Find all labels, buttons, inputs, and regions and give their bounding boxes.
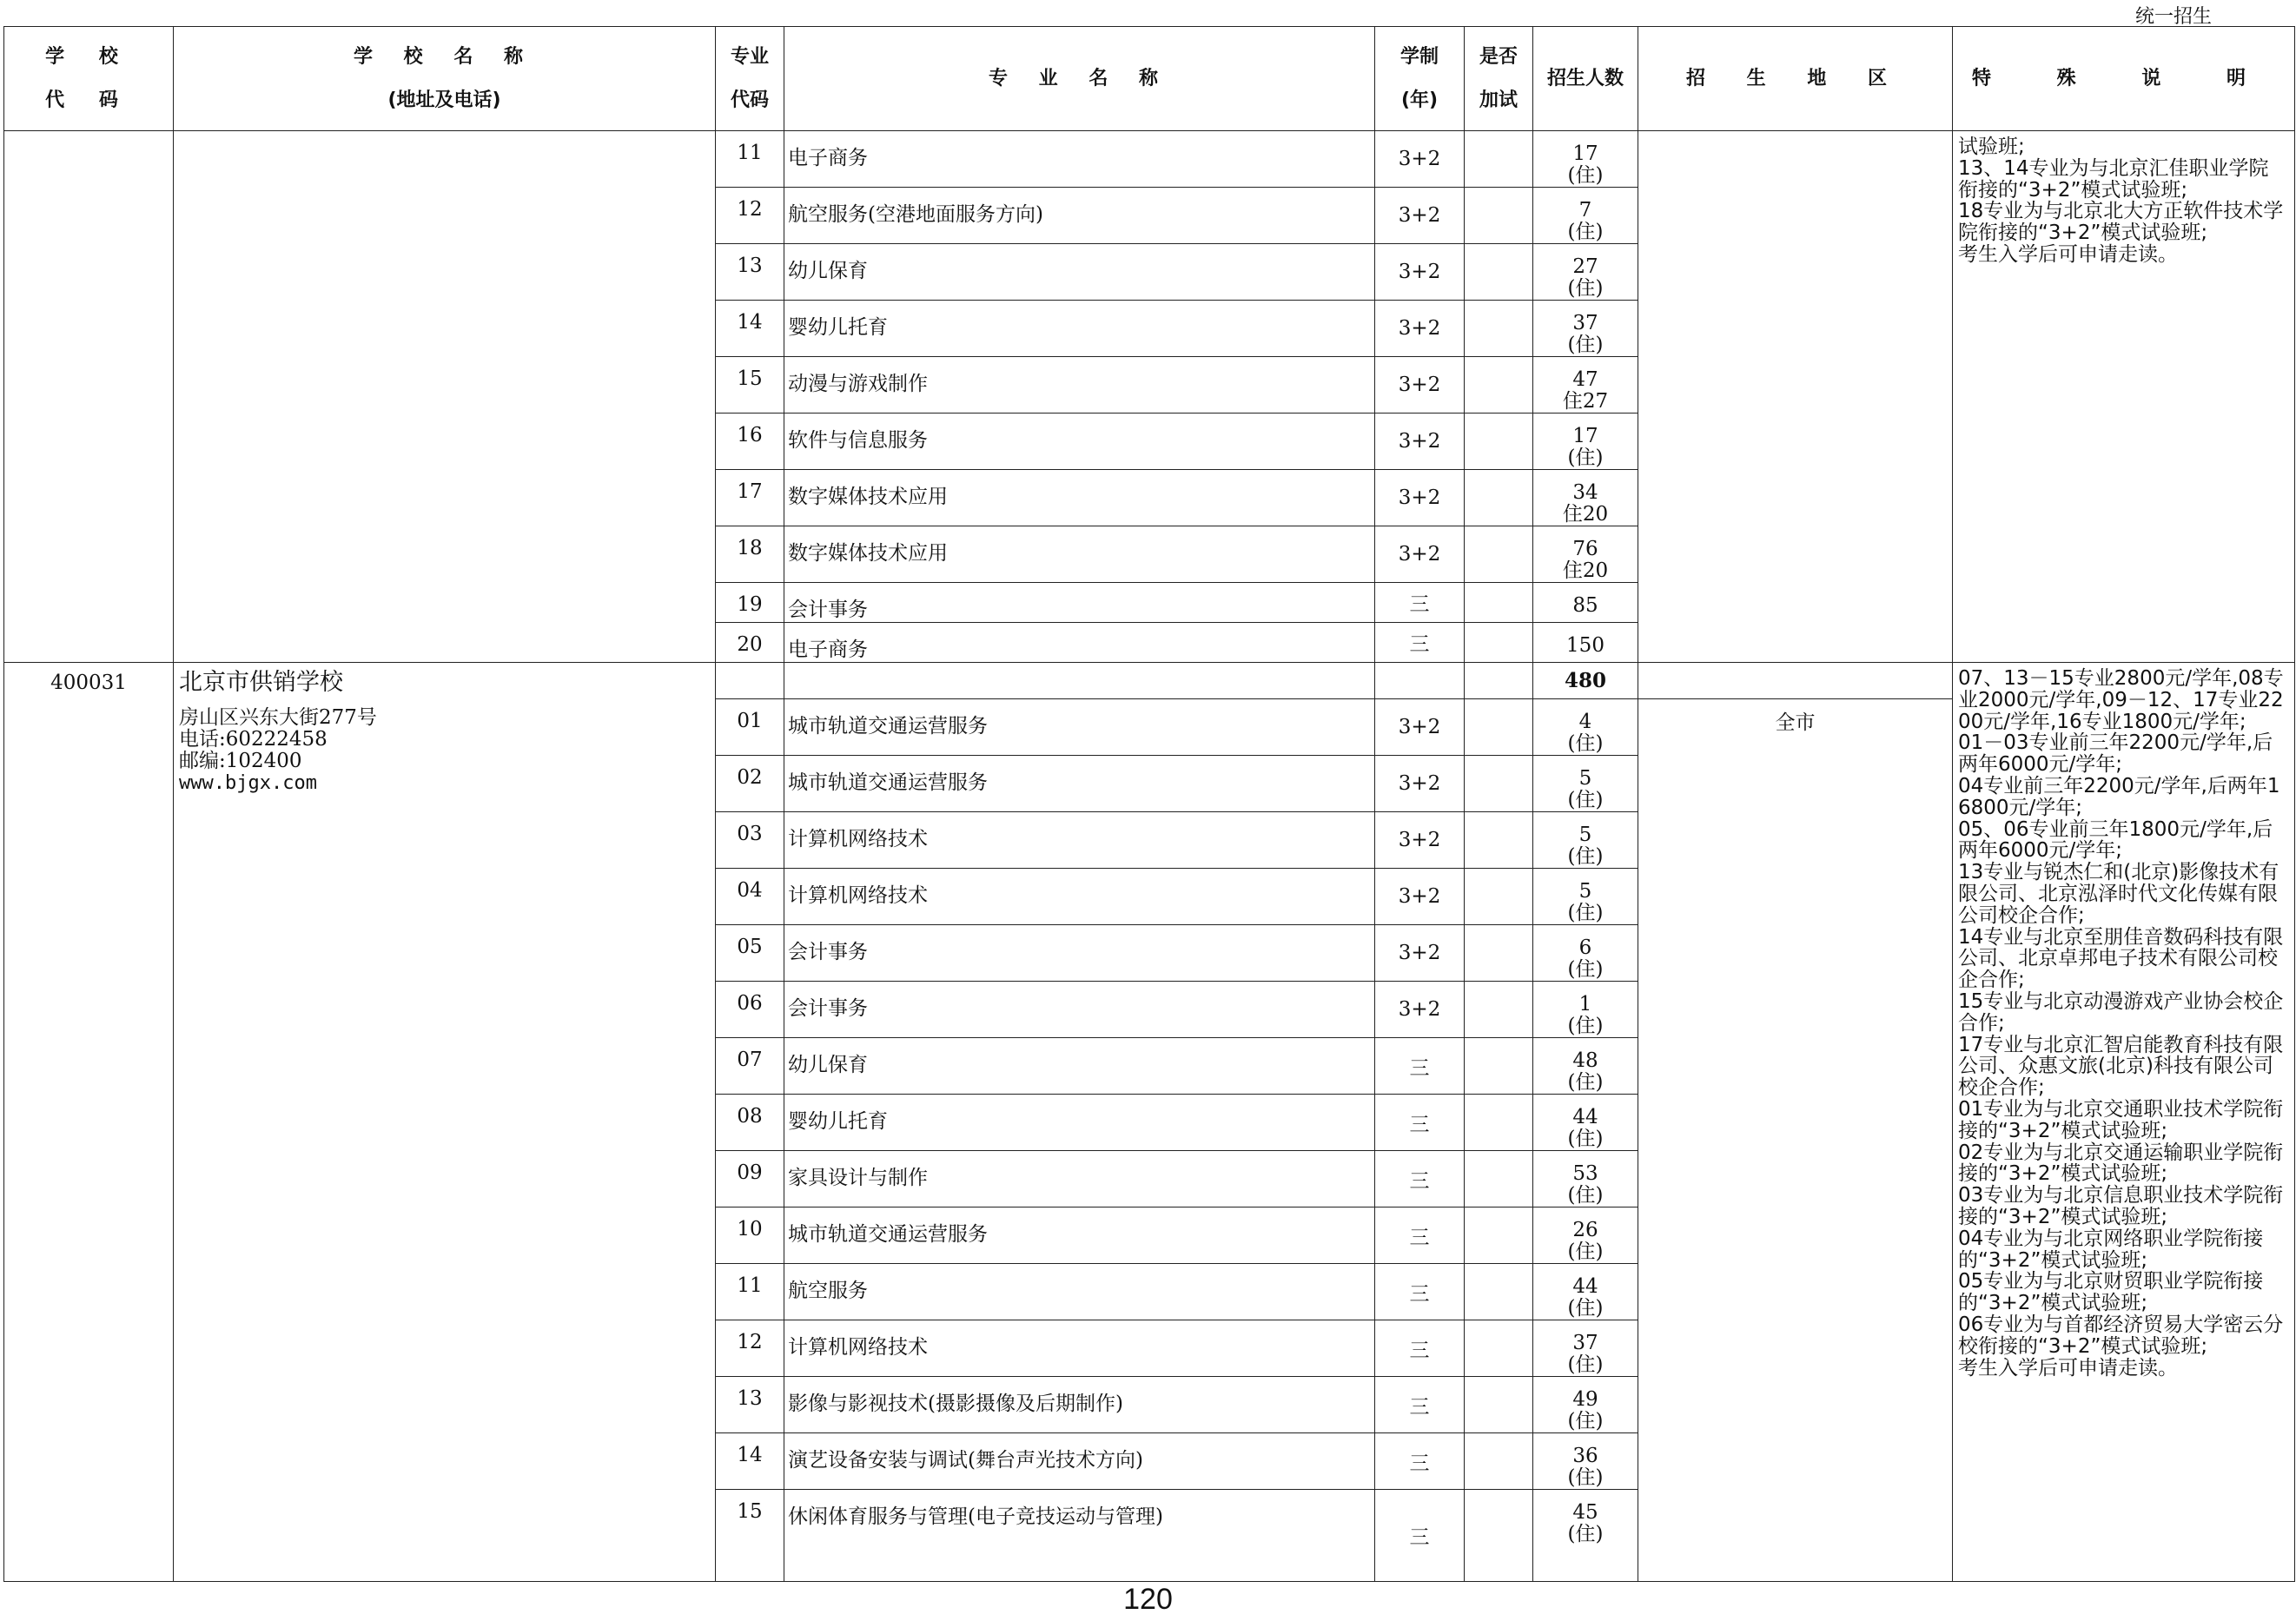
note-line: 试验班; — [1958, 136, 2025, 158]
major-code — [716, 663, 784, 699]
school-length: 三 — [1375, 1433, 1465, 1490]
note-line: 01专业为与北京交通职业技术学院衔接的“3+2”模式试验班; — [1958, 1097, 2284, 1142]
major-code: 05 — [716, 925, 784, 982]
notes-cell — [1953, 663, 2295, 1582]
major-name: 电子商务 — [784, 131, 1375, 188]
major-name: 计算机网络技术 — [784, 869, 1375, 925]
major-code: 16 — [716, 414, 784, 470]
extra-test — [1465, 812, 1533, 869]
school-length: 3+2 — [1375, 357, 1465, 414]
enroll-number: 4 — [1578, 711, 1592, 733]
extra-test — [1465, 925, 1533, 982]
school-length: 三 — [1375, 1490, 1465, 1582]
major-code: 14 — [716, 301, 784, 357]
major-code: 20 — [716, 623, 784, 663]
school-website: www.bjgx.com — [179, 772, 317, 794]
major-name: 演艺设备安装与调试(舞台声光技术方向) — [784, 1433, 1375, 1490]
enroll-number: 17 — [1572, 142, 1598, 165]
extra-test — [1465, 1151, 1533, 1207]
extra-test — [1465, 301, 1533, 357]
major-name: 幼儿保育 — [784, 1038, 1375, 1095]
enroll-number: 6 — [1578, 936, 1592, 959]
extra-test — [1465, 244, 1533, 301]
school-length: 3+2 — [1375, 244, 1465, 301]
enroll-number: 44 — [1572, 1275, 1598, 1298]
enroll-boarding: (住) — [1567, 1353, 1604, 1376]
enroll-number: 45 — [1572, 1501, 1598, 1524]
enroll-boarding: (住) — [1567, 1410, 1604, 1432]
note-line: 13专业与锐杰仁和(北京)影像技术有限公司、北京泓泽时代文化传媒有限公司校企合作; — [1958, 861, 2279, 927]
major-name: 城市轨道交通运营服务 — [784, 756, 1375, 812]
enroll-count — [1533, 244, 1638, 301]
table-row — [4, 131, 2295, 188]
school-length: 三 — [1375, 623, 1465, 663]
note-line: 05、06专业前三年1800元/学年,后两年6000元/学年; — [1958, 817, 2273, 863]
school-length: 三 — [1375, 1320, 1465, 1377]
extra-test — [1465, 583, 1533, 623]
enroll-boarding: (住) — [1567, 845, 1604, 868]
major-code: 15 — [716, 1490, 784, 1582]
enroll-count — [1533, 925, 1638, 982]
enroll-number: 17 — [1572, 425, 1598, 447]
major-name: 航空服务 — [784, 1264, 1375, 1320]
header-row — [4, 27, 2295, 131]
enroll-number: 76 — [1572, 538, 1598, 560]
major-code: 12 — [716, 1320, 784, 1377]
enroll-count — [1533, 1377, 1638, 1433]
note-line: 04专业前三年2200元/学年,后两年16800元/学年; — [1958, 774, 2280, 819]
school-length: 三 — [1375, 583, 1465, 623]
extra-test — [1465, 470, 1533, 526]
note-line: 考生入学后可申请走读。 — [1958, 242, 2178, 266]
major-code: 10 — [716, 1207, 784, 1264]
enroll-count — [1533, 357, 1638, 414]
enroll-number: 34 — [1572, 481, 1598, 504]
note-line: 13、14专业为与北京汇佳职业学院衔接的“3+2”模式试验班; — [1958, 156, 2269, 202]
major-name: 动漫与游戏制作 — [784, 357, 1375, 414]
note-line: 07、13－15专业2800元/学年,08专业2000元/学年,09－12、17专业2200元/学年,16专业1800元/学年; — [1958, 667, 2284, 733]
major-code: 12 — [716, 188, 784, 244]
enroll-boarding: (住) — [1567, 1015, 1604, 1037]
extra-test — [1465, 623, 1533, 663]
major-name: 会计事务 — [784, 925, 1375, 982]
major-name: 会计事务 — [784, 982, 1375, 1038]
school-length: 三 — [1375, 1038, 1465, 1095]
extra-test — [1465, 1264, 1533, 1320]
enroll-count — [1533, 982, 1638, 1038]
major-code: 19 — [716, 583, 784, 623]
header-region: 招 生 地 区 — [1638, 27, 1953, 131]
enroll-boarding: (住) — [1567, 789, 1604, 811]
major-name: 休闲体育服务与管理(电子竞技运动与管理) — [784, 1490, 1375, 1582]
region-cell — [1638, 131, 1953, 663]
enroll-count — [1533, 470, 1638, 526]
school-length: 3+2 — [1375, 131, 1465, 188]
school-length: 3+2 — [1375, 188, 1465, 244]
enroll-count — [1533, 1490, 1638, 1582]
school-length: 3+2 — [1375, 925, 1465, 982]
enroll-count — [1533, 1320, 1638, 1377]
major-name: 幼儿保育 — [784, 244, 1375, 301]
major-name: 电子商务 — [784, 623, 1375, 663]
extra-test — [1465, 869, 1533, 925]
extra-test — [1465, 1207, 1533, 1264]
note-line: 考生入学后可申请走读。 — [1958, 1356, 2178, 1380]
header-notes: 特 殊 说 明 — [1953, 27, 2295, 131]
enroll-number: 85 — [1572, 594, 1598, 617]
enroll-number: 27 — [1572, 255, 1598, 278]
enroll-count — [1533, 1038, 1638, 1095]
extra-test — [1465, 1095, 1533, 1151]
school-length: 三 — [1375, 1207, 1465, 1264]
school-length: 3+2 — [1375, 812, 1465, 869]
enroll-boarding: (住) — [1567, 1184, 1604, 1207]
major-code: 03 — [716, 812, 784, 869]
school-length — [1375, 663, 1465, 699]
school-length: 3+2 — [1375, 756, 1465, 812]
enroll-boarding: (住) — [1567, 164, 1604, 187]
note-line: 03专业为与北京信息职业技术学院衔接的“3+2”模式试验班; — [1958, 1184, 2284, 1228]
school-length: 3+2 — [1375, 414, 1465, 470]
major-code: 11 — [716, 131, 784, 188]
school-info — [174, 663, 716, 1582]
note-line: 04专业为与北京网络职业学院衔接的“3+2”模式试验班; — [1958, 1227, 2264, 1272]
region-top-cell — [1638, 663, 1953, 699]
extra-test — [1465, 1433, 1533, 1490]
enroll-count — [1533, 301, 1638, 357]
enrollment-table — [3, 26, 2295, 1582]
note-line: 06专业为与首都经济贸易大学密云分校衔接的“3+2”模式试验班; — [1958, 1313, 2284, 1358]
school-length: 三 — [1375, 1095, 1465, 1151]
enroll-boarding: (住) — [1567, 958, 1604, 981]
major-code: 02 — [716, 756, 784, 812]
note-line: 05专业为与北京财贸职业学院衔接的“3+2”模式试验班; — [1958, 1270, 2264, 1315]
major-code: 13 — [716, 244, 784, 301]
note-line: 17专业与北京汇智启能教育科技有限公司、众惠文旅(北京)科技有限公司校企合作; — [1958, 1033, 2284, 1100]
enroll-boarding: (住) — [1567, 1071, 1604, 1094]
enroll-number: 5 — [1578, 880, 1592, 903]
school-length: 3+2 — [1375, 526, 1465, 583]
enroll-boarding: (住) — [1567, 334, 1604, 356]
extra-test — [1465, 699, 1533, 756]
major-name: 婴幼儿托育 — [784, 301, 1375, 357]
school-code: 400031 — [4, 663, 174, 1582]
major-code: 01 — [716, 699, 784, 756]
enroll-number: 53 — [1572, 1162, 1598, 1185]
enroll-boarding: (住) — [1567, 221, 1604, 243]
major-code: 08 — [716, 1095, 784, 1151]
enroll-total: 480 — [1533, 663, 1638, 699]
school-length: 三 — [1375, 1151, 1465, 1207]
enroll-count — [1533, 623, 1638, 663]
school-name: 北京市供销学校 — [179, 669, 343, 696]
note-line: 15专业与北京动漫游戏产业协会校企合作; — [1958, 989, 2284, 1035]
enroll-number: 37 — [1572, 1332, 1598, 1354]
major-name: 计算机网络技术 — [784, 1320, 1375, 1377]
extra-test — [1465, 982, 1533, 1038]
enroll-boarding: 住20 — [1562, 503, 1609, 526]
major-name: 数字媒体技术应用 — [784, 526, 1375, 583]
note-line: 01－03专业前三年2200元/学年,后两年6000元/学年; — [1958, 731, 2273, 777]
major-name: 会计事务 — [784, 583, 1375, 623]
enroll-boarding: (住) — [1567, 1241, 1604, 1263]
enroll-count — [1533, 188, 1638, 244]
enroll-boarding: (住) — [1567, 902, 1604, 924]
enroll-number: 47 — [1572, 368, 1598, 391]
school-phone: 电话:60222458 — [179, 728, 328, 751]
major-name: 计算机网络技术 — [784, 812, 1375, 869]
enroll-count — [1533, 756, 1638, 812]
extra-test — [1465, 1490, 1533, 1582]
enroll-count — [1533, 1264, 1638, 1320]
enroll-count — [1533, 812, 1638, 869]
header-extra-test: 是否 加试 — [1465, 27, 1533, 131]
enroll-count — [1533, 583, 1638, 623]
school-length: 3+2 — [1375, 982, 1465, 1038]
major-name: 航空服务(空港地面服务方向) — [784, 188, 1375, 244]
enroll-number: 7 — [1578, 199, 1592, 222]
enroll-number: 150 — [1566, 634, 1605, 657]
note-line: 14专业与北京至朋佳音数码科技有限公司、北京卓邦电子技术有限公司校企合作; — [1958, 925, 2284, 992]
enroll-boarding: (住) — [1567, 1523, 1604, 1545]
major-code: 11 — [716, 1264, 784, 1320]
major-name — [784, 663, 1375, 699]
page-number: 120 — [1123, 1583, 1173, 1616]
header-school-code: 学 校 代 码 — [4, 27, 174, 131]
school-length: 3+2 — [1375, 301, 1465, 357]
notes-cell — [1953, 131, 2295, 663]
enroll-count — [1533, 526, 1638, 583]
enroll-number: 49 — [1572, 1388, 1598, 1411]
major-name: 婴幼儿托育 — [784, 1095, 1375, 1151]
extra-test — [1465, 414, 1533, 470]
major-name: 软件与信息服务 — [784, 414, 1375, 470]
header-enroll: 招生人数 — [1533, 27, 1638, 131]
school-length: 3+2 — [1375, 470, 1465, 526]
school-total-row — [4, 663, 2295, 699]
enroll-boarding: (住) — [1567, 1466, 1604, 1489]
enroll-count — [1533, 414, 1638, 470]
enroll-count — [1533, 869, 1638, 925]
major-code: 04 — [716, 869, 784, 925]
note-line: 02专业为与北京交通运输职业学院衔接的“3+2”模式试验班; — [1958, 1141, 2284, 1186]
enroll-boarding: (住) — [1567, 1297, 1604, 1320]
major-code: 07 — [716, 1038, 784, 1095]
enroll-number: 1 — [1578, 993, 1592, 1016]
major-code: 06 — [716, 982, 784, 1038]
enroll-boarding: (住) — [1567, 447, 1604, 469]
enroll-number: 36 — [1572, 1445, 1598, 1467]
major-name: 家具设计与制作 — [784, 1151, 1375, 1207]
enroll-boarding: (住) — [1567, 277, 1604, 300]
top-tag: 统一招生 — [2135, 6, 2213, 28]
school-length: 三 — [1375, 1264, 1465, 1320]
enroll-count — [1533, 1151, 1638, 1207]
extra-test — [1465, 1320, 1533, 1377]
school-length: 3+2 — [1375, 699, 1465, 756]
major-code: 13 — [716, 1377, 784, 1433]
major-name: 影像与影视技术(摄影摄像及后期制作) — [784, 1377, 1375, 1433]
enroll-number: 37 — [1572, 312, 1598, 334]
enroll-count — [1533, 1207, 1638, 1264]
enroll-count — [1533, 1095, 1638, 1151]
extra-test — [1465, 188, 1533, 244]
enroll-count — [1533, 1433, 1638, 1490]
enroll-number: 48 — [1572, 1049, 1598, 1072]
extra-test — [1465, 1377, 1533, 1433]
major-name: 城市轨道交通运营服务 — [784, 1207, 1375, 1264]
extra-test — [1465, 526, 1533, 583]
major-name: 城市轨道交通运营服务 — [784, 699, 1375, 756]
extra-test — [1465, 131, 1533, 188]
major-code: 17 — [716, 470, 784, 526]
major-code: 15 — [716, 357, 784, 414]
extra-test — [1465, 663, 1533, 699]
header-major-name: 专 业 名 称 — [784, 27, 1375, 131]
header-major-code: 专业 代码 — [716, 27, 784, 131]
school-code-cell — [4, 131, 174, 663]
enroll-boarding: (住) — [1567, 1128, 1604, 1150]
school-name-cell — [174, 131, 716, 663]
school-length: 3+2 — [1375, 869, 1465, 925]
enroll-boarding: 住27 — [1562, 390, 1609, 413]
enroll-count — [1533, 131, 1638, 188]
enroll-region: 全市 — [1638, 699, 1953, 1582]
major-code: 09 — [716, 1151, 784, 1207]
school-length: 三 — [1375, 1377, 1465, 1433]
note-line: 18专业为与北京北大方正软件技术学院衔接的“3+2”模式试验班; — [1958, 200, 2284, 245]
school-address: 房山区兴东大街277号 — [179, 706, 377, 729]
extra-test — [1465, 756, 1533, 812]
enroll-boarding: (住) — [1567, 732, 1604, 755]
major-code: 18 — [716, 526, 784, 583]
enroll-number: 5 — [1578, 767, 1592, 790]
major-code: 14 — [716, 1433, 784, 1490]
major-name: 数字媒体技术应用 — [784, 470, 1375, 526]
header-school-name: 学 校 名 称 (地址及电话) — [174, 27, 716, 131]
extra-test — [1465, 1038, 1533, 1095]
extra-test — [1465, 357, 1533, 414]
enroll-boarding: 住20 — [1562, 559, 1609, 582]
enroll-number: 44 — [1572, 1106, 1598, 1128]
enroll-number: 5 — [1578, 824, 1592, 846]
enroll-number: 26 — [1572, 1219, 1598, 1241]
school-postcode: 邮编:102400 — [179, 750, 302, 772]
enroll-count — [1533, 699, 1638, 756]
header-length: 学制 (年) — [1375, 27, 1465, 131]
